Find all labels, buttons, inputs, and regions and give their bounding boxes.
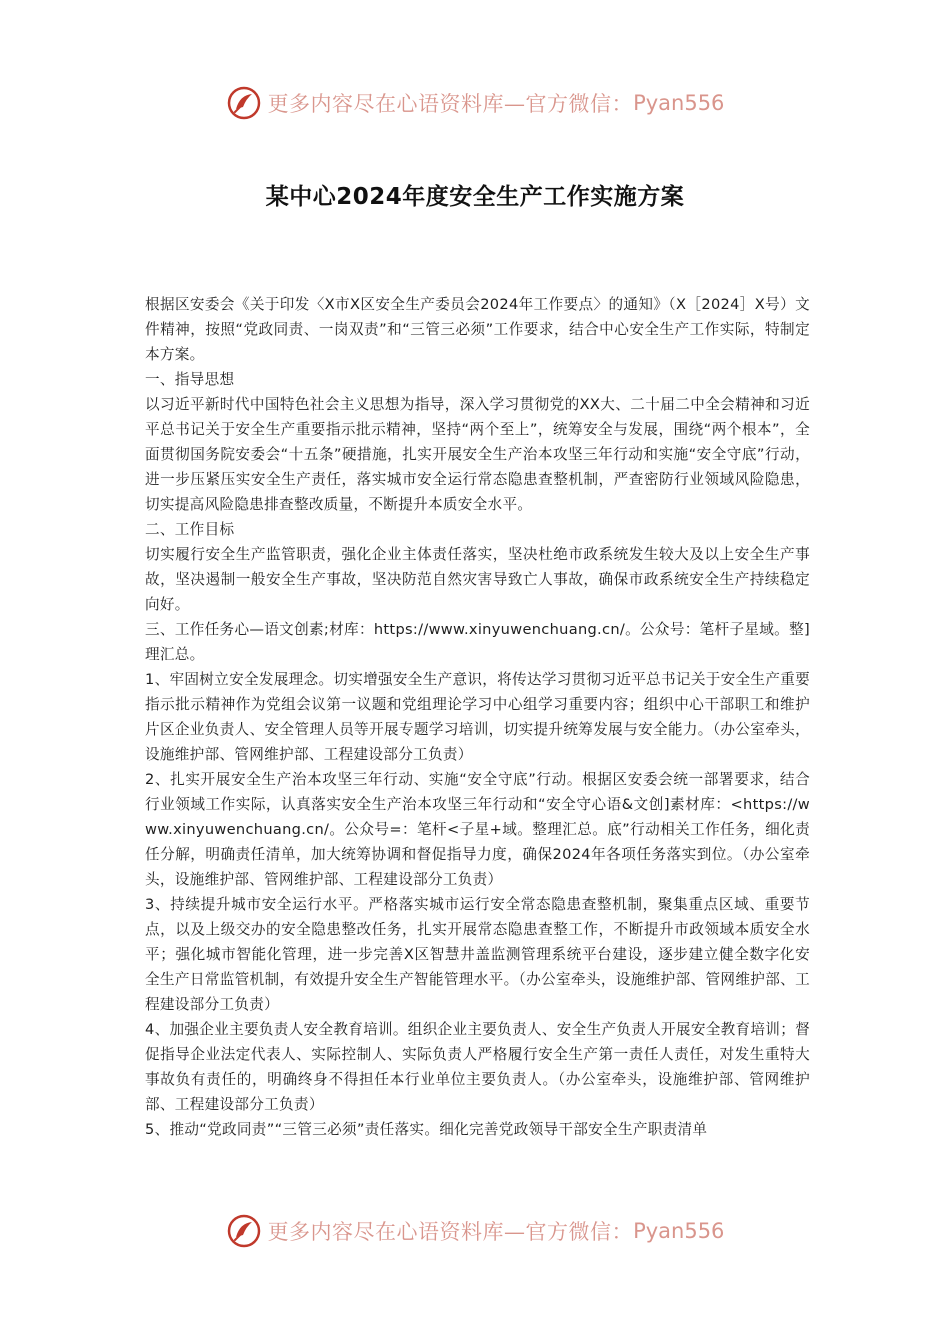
document-body	[145, 292, 810, 1142]
task-item-5: 5、推动“党政同责”“三管三必须”责任落实。细化完善党政领导干部安全生产职责清单	[145, 1121, 708, 1138]
pen-logo-icon	[226, 85, 262, 121]
watermark-wechat-id: Pyan556	[633, 1219, 725, 1243]
section-heading-work-tasks: 三、工作任务心—语文创素;材库：https://www.xinyuwenchuang.cn/。公众号：笔杆子星域。整]理汇总。	[145, 621, 810, 663]
intro-paragraph: 根据区安委会《关于印发〈X市X区安全生产委员会2024年工作要点〉的通知》（X［2024］X号）文件精神，按照“党政同责、一岗双责”和“三管三必须”工作要求，结合中心安全生产工作实际，特制定本方案。	[145, 296, 810, 363]
guiding-ideology-paragraph: 以习近平新时代中国特色社会主义思想为指导，深入学习贯彻党的XX大、二十届二中全会精神和习近平总书记关于安全生产重要指示批示精神，坚持“两个至上”，统筹安全与发展，围绕“两个根本”，全面贯彻国务院安委会“十五条”硬措施，扎实开展安全生产治本攻坚三年行动和实施“安全守底”行动，进一步压紧压实安全生产责任，落实城市安全运行常态隐患查整机制，严查密防行业领域风险隐患，切实提高风险隐患排查整改质量，不断提升本质安全水平。	[145, 396, 810, 513]
section-heading-work-goals: 二、工作目标	[145, 521, 235, 538]
watermark-banner-bottom	[0, 1211, 950, 1251]
section-heading-guiding-ideology: 一、指导思想	[145, 371, 235, 388]
watermark-text: 更多内容尽在心语资料库—官方微信：	[267, 92, 634, 116]
work-goals-paragraph: 切实履行安全生产监管职责，强化企业主体责任落实，坚决杜绝市政系统发生较大及以上安全生产事故，坚决遏制一般安全生产事故，坚决防范自然灾害导致亡人事故，确保市政系统安全生产持续稳定向好。	[145, 546, 810, 613]
pen-logo-icon	[226, 1213, 262, 1249]
watermark-wechat-id: Pyan556	[633, 91, 725, 115]
task-item-1: 1、牢固树立安全发展理念。切实增强安全生产意识，将传达学习贯彻习近平总书记关于安全生产重要指示批示精神作为党组会议第一议题和党组理论学习中心组学习重要内容；组织中心干部职工和维护片区企业负责人、安全管理人员等开展专题学习培训，切实提升统筹发展与安全能力。（办公室牵头，设施维护部、管网维护部、工程建设部分工负责）	[145, 671, 810, 763]
task-item-4: 4、加强企业主要负责人安全教育培训。组织企业主要负责人、安全生产负责人开展安全教育培训；督促指导企业法定代表人、实际控制人、实际负责人严格履行安全生产第一责任人责任，对发生重特大事故负有责任的，明确终身不得担任本行业单位主要负责人。（办公室牵头，设施维护部、管网维护部、工程建设部分工负责）	[145, 1021, 810, 1113]
task-item-3: 3、持续提升城市安全运行水平。严格落实城市运行安全常态隐患查整机制，聚集重点区域、重要节点，以及上级交办的安全隐患整改任务，扎实开展常态隐患查整工作，不断提升市政领域本质安全水平；强化城市智能化管理，进一步完善X区智慧井盖监测管理系统平台建设，逐步建立健全数字化安全生产日常监管机制，有效提升安全生产智能管理水平。（办公室牵头，设施维护部、管网维护部、工程建设部分工负责）	[145, 896, 810, 1013]
watermark-text: 更多内容尽在心语资料库—官方微信：	[267, 1220, 634, 1244]
document-title: 某中心2024年度安全生产工作实施方案	[265, 184, 685, 210]
watermark-banner-top	[0, 83, 950, 123]
task-item-2: 2、扎实开展安全生产治本攻坚三年行动、实施“安全守底”行动。根据区安委会统一部署要求，结合行业领域工作实际，认真落实安全生产治本攻坚三年行动和“安全守心语&文创]素材库：<https://www.xinyuwenchuang.cn/。公众号=：笔杆<子星+域。整理汇总。底”行动相关工作任务，细化责任分解，明确责任清单，加大统筹协调和督促指导力度，确保2024年各项任务落实到位。（办公室牵头，设施维护部、管网维护部、工程建设部分工负责）	[145, 771, 810, 888]
